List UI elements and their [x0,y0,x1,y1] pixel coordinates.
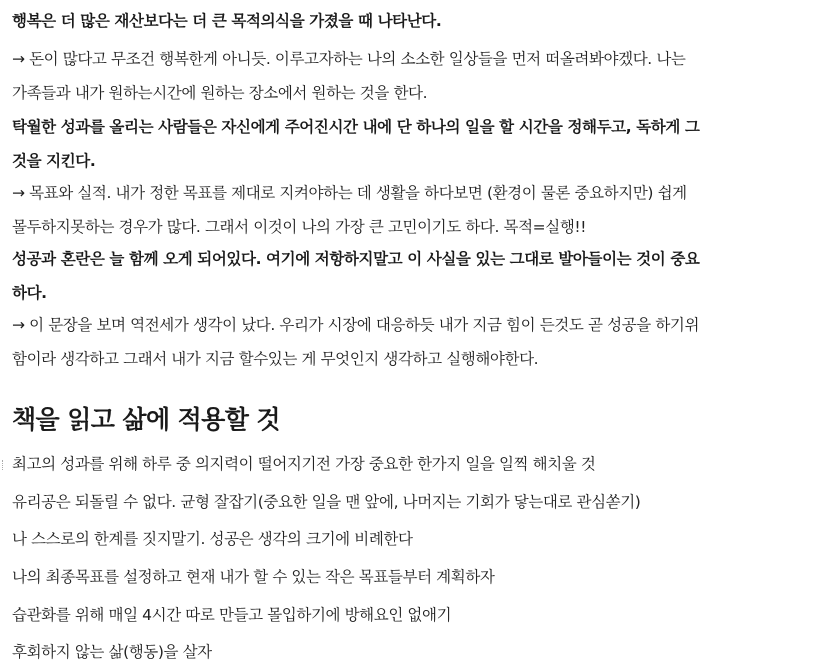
note-paragraph [12,42,807,110]
list-item [12,447,595,481]
list-item-text: 나의 최종목표를 설정하고 현재 내가 할 수 있는 작은 목표들부터 계획하자 [12,568,495,586]
section-heading: 책을 읽고 삶에 적용할 것 [12,405,280,434]
paragraph-line: → 목표와 실적. 내가 정한 목표를 제대로 지켜야하는 데 생활을 하다보면 (환경이 물론 중요하지만) 쉽게 [12,184,687,202]
paragraph-line: 함이라 생각하고 그래서 내가 지금 할수있는 게 무엇인지 생각하고 실행해야한다. [12,350,539,368]
list-item [12,635,212,669]
paragraph-line: 하다. [12,284,47,302]
list-item-text: 유리공은 되돌릴 수 없다. 균형 잘잡기(중요한 일을 맨 앞에, 나머지는 기회가 닿는대로 관심쏟기) [12,493,641,511]
quote-paragraph [12,242,807,310]
note-paragraph [12,308,807,376]
paragraph-line: 성공과 혼란은 늘 함께 오게 되어있다. 여기에 저항하지말고 이 사실을 있는 그대로 발아들이는 것이 중요 [12,250,700,268]
paragraph-line: → 돈이 많다고 무조건 행복한게 아니듯. 이루고자하는 나의 소소한 일상들을 먼저 떠올려봐야겠다. 나는 [12,50,686,68]
paragraph-line: 가족들과 내가 원하는시간에 원하는 장소에서 원하는 것을 한다. [12,84,428,102]
paragraph-line: 것을 지킨다. [12,152,96,170]
list-item [12,522,413,556]
paragraph-line: 행복은 더 많은 재산보다는 더 큰 목적의식을 가졌을 때 나타난다. [12,12,442,30]
paragraph-line: 탁월한 성과를 올리는 사람들은 자신에게 주어진시간 내에 단 하나의 일을 할 시간을 정해두고, 독하게 그 [12,118,700,136]
quote-paragraph [12,4,807,38]
quote-paragraph [12,110,807,178]
list-item [12,485,640,519]
paragraph-line: → 이 문장을 보며 역전세가 생각이 났다. 우리가 시장에 대응하듯 내가 지금 힘이 든것도 곧 성공을 하기위 [12,316,700,334]
list-item [12,560,494,594]
note-paragraph [12,176,807,244]
list-item-text: 최고의 성과를 위해 하루 중 의지력이 떨어지기전 가장 중요한 한가지 일을 일찍 해치울 것 [12,455,596,473]
list-item [12,598,451,632]
list-item-text: 나 스스로의 한계를 짓지말기. 성공은 생각의 크기에 비례한다 [12,530,413,548]
list-item-text: 습관화를 위해 매일 4시간 따로 만들고 몰입하기에 방해요인 없애기 [12,606,452,624]
paragraph-line: 몰두하지못하는 경우가 많다. 그래서 이것이 나의 가장 큰 고민이기도 하다. 목적=실행!! [12,218,587,236]
block-handle-mark [2,460,7,470]
list-item-text: 후회하지 않는 삶(행동)을 살자 [12,643,212,661]
